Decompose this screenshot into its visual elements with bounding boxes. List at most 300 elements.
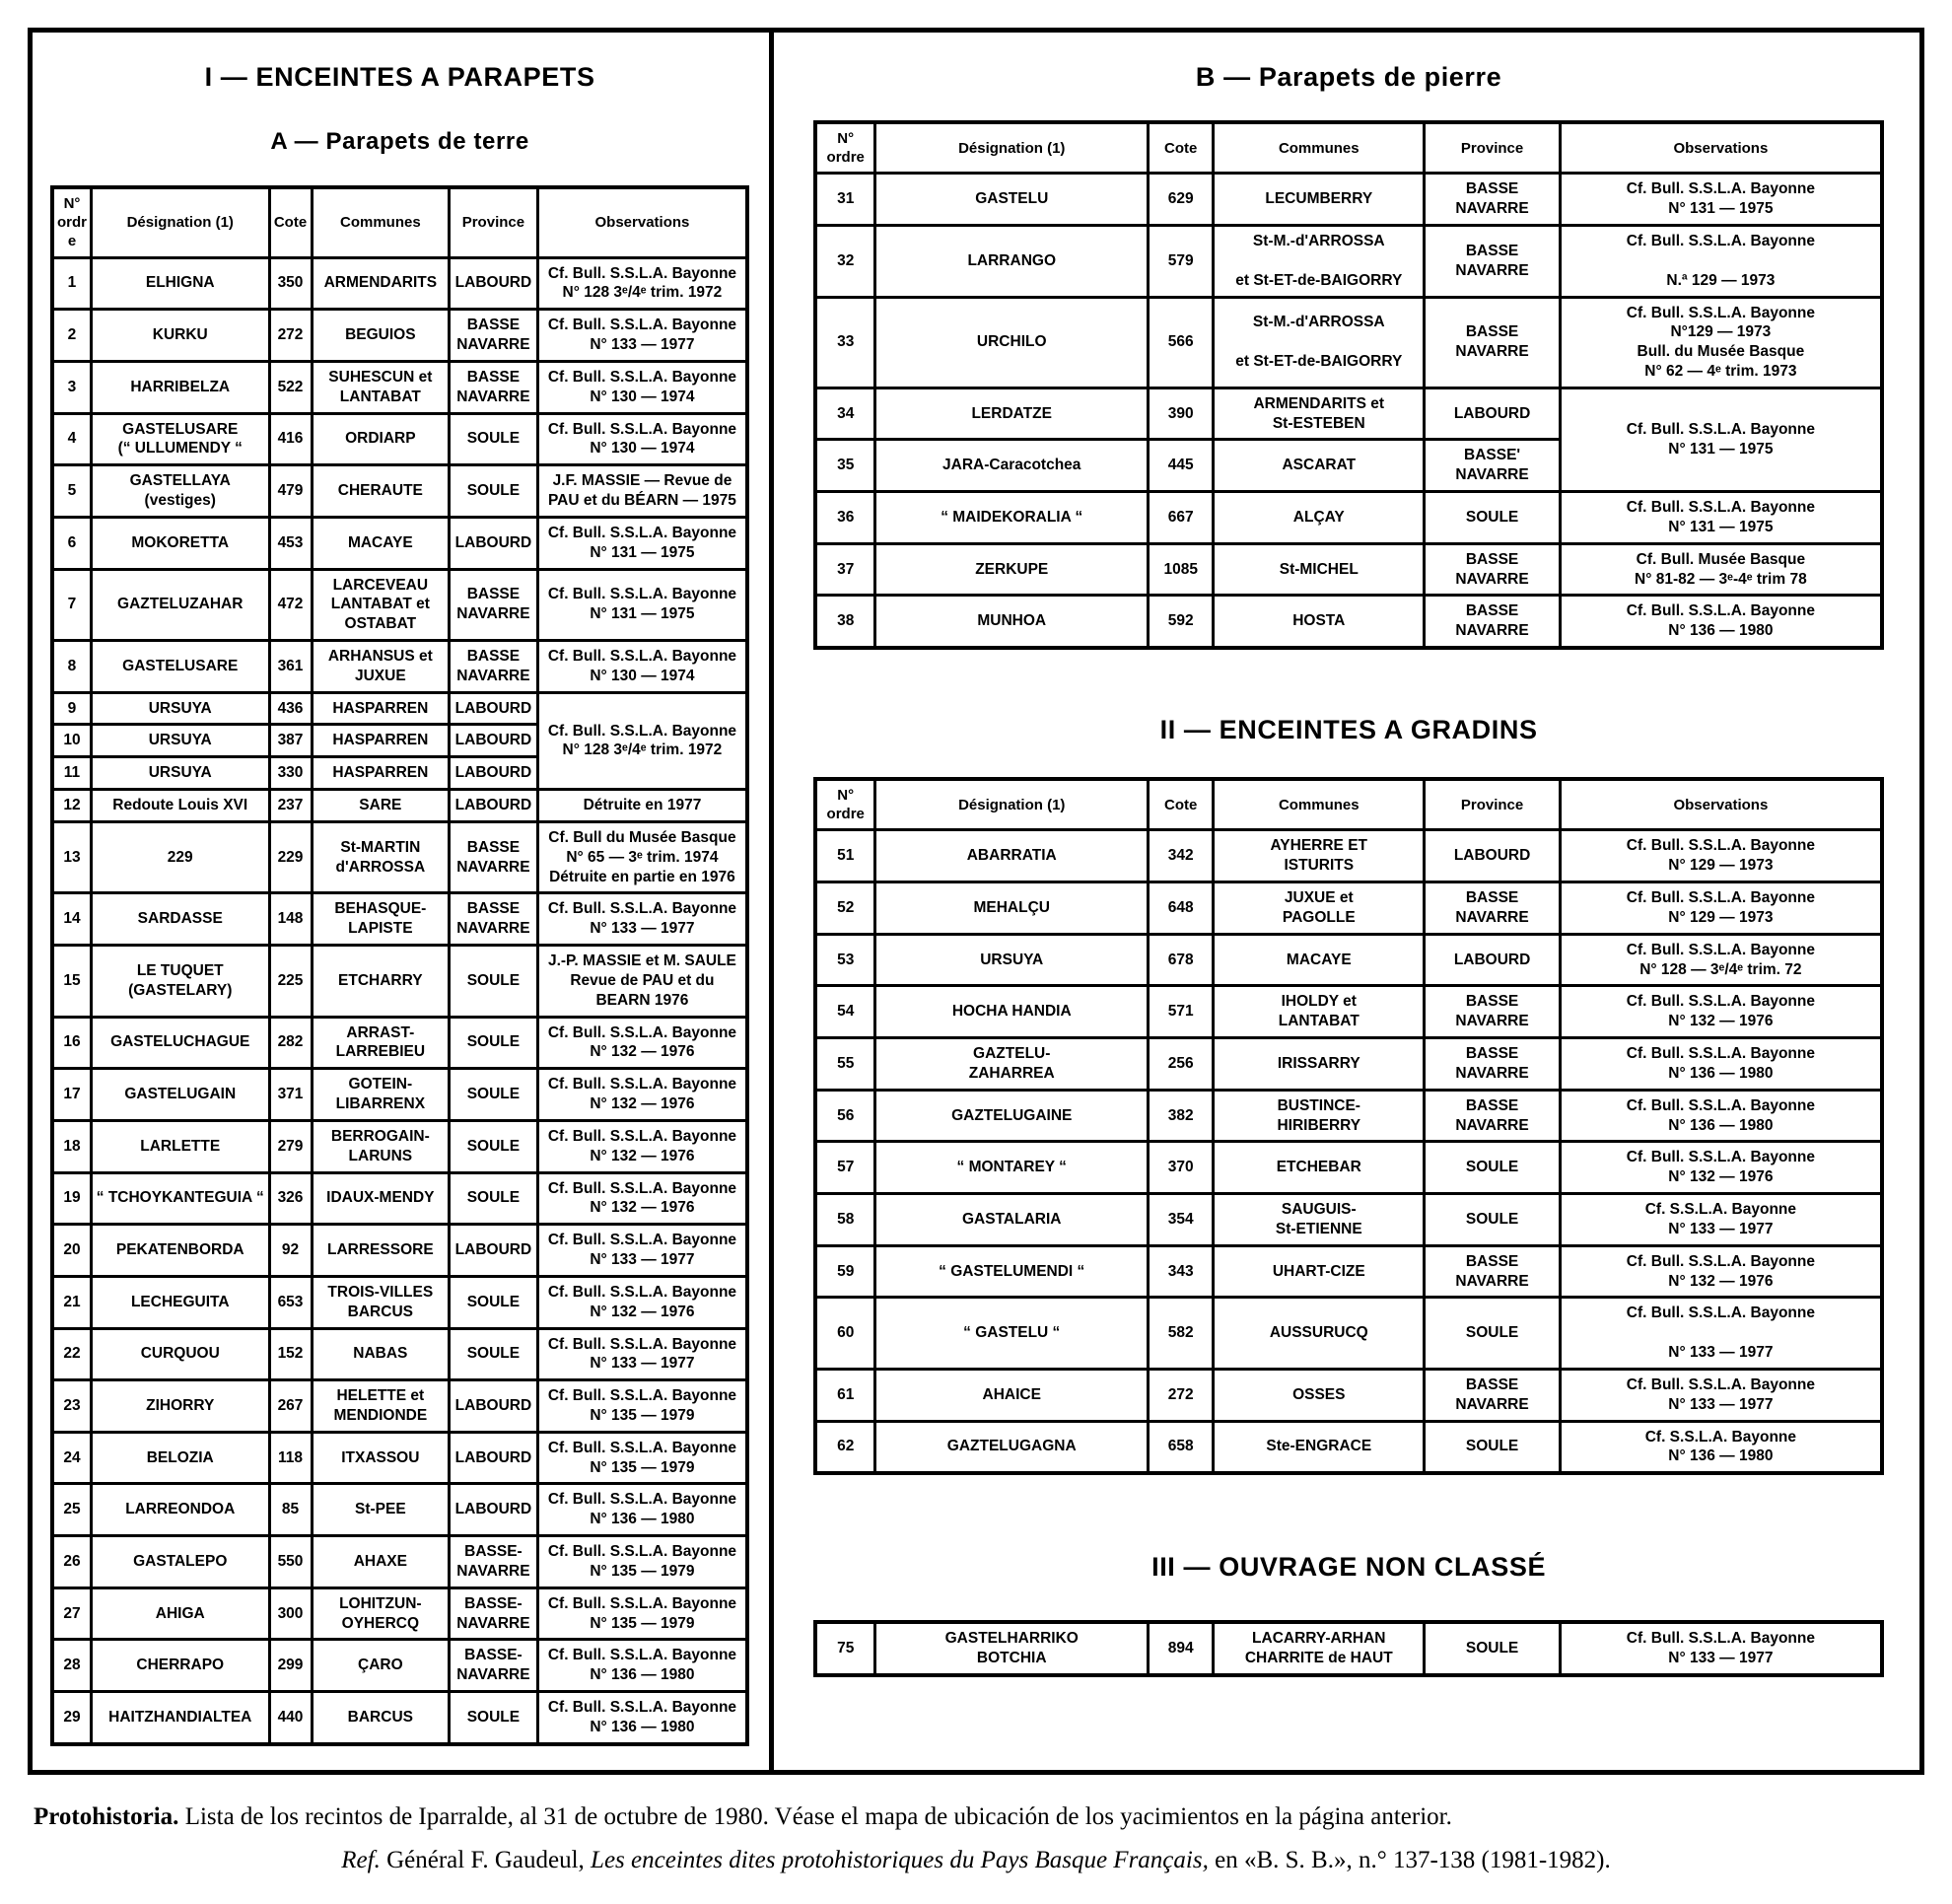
table-cell: Cf. Bull. S.S.L.A. Bayonne N° 133 — 1977	[1560, 1622, 1882, 1675]
table-cell: Cf. Bull. S.S.L.A. Bayonne N.ª 129 — 1973	[1560, 226, 1882, 297]
table-cell: LECHEGUITA	[91, 1276, 269, 1328]
table-cell: 658	[1149, 1421, 1214, 1473]
table-cell: 416	[269, 413, 312, 465]
table-cell: 19	[52, 1172, 91, 1225]
table-cell: Cf. Bull. S.S.L.A. Bayonne N° 136 — 1980	[537, 1692, 747, 1744]
table-cell: Cf. Bull. S.S.L.A. Bayonne N° 128 — 3ᵉ/4ᵉ trim. 72	[1560, 934, 1882, 986]
table-cell: 18	[52, 1120, 91, 1172]
table-row	[52, 640, 747, 692]
table-cell: 472	[269, 569, 312, 640]
table-cell: 1085	[1149, 543, 1214, 596]
table-cell: SOULE	[450, 1017, 538, 1069]
table-row	[52, 821, 747, 892]
table-row	[52, 569, 747, 640]
table-cell: 118	[269, 1432, 312, 1484]
table-cell: 5	[52, 465, 91, 518]
table-cell: 256	[1149, 1038, 1214, 1091]
table-cell: MOKORETTA	[91, 517, 269, 569]
table-cell: BASSE NAVARRE	[450, 893, 538, 946]
table-cell: 225	[269, 946, 312, 1017]
table-cell: HASPARREN	[312, 757, 450, 790]
table-row	[52, 1069, 747, 1121]
table-cell: SOULE	[450, 1276, 538, 1328]
table-cell: BASSE- NAVARRE	[450, 1640, 538, 1692]
table-row	[815, 934, 1882, 986]
header-row	[815, 779, 1882, 830]
table-cell: LECUMBERRY	[1214, 174, 1425, 226]
column-header: Province	[1425, 122, 1560, 174]
table-row	[52, 1120, 747, 1172]
table-cell: SOULE	[1425, 1421, 1560, 1473]
table-row	[52, 692, 747, 725]
table-body	[815, 174, 1882, 648]
table-row	[815, 596, 1882, 648]
table-row	[815, 226, 1882, 297]
column-header: Observations	[1560, 779, 1882, 830]
table-row	[52, 465, 747, 518]
table-cell: Cf. Bull. S.S.L.A. Bayonne N° 131 — 1975	[537, 569, 747, 640]
table-cell: CHERAUTE	[312, 465, 450, 518]
table-cell: URSUYA	[875, 934, 1149, 986]
table-cell: 23	[52, 1380, 91, 1433]
table-row	[815, 174, 1882, 226]
table-cell: SOULE	[450, 465, 538, 518]
table-cell: 440	[269, 1692, 312, 1744]
table-cell: MACAYE	[312, 517, 450, 569]
table-cell: Cf. Bull. S.S.L.A. Bayonne N° 136 — 1980	[1560, 596, 1882, 648]
table-cell: GASTELUSARE (“ ULLUMENDY “	[91, 413, 269, 465]
table-cell: GAZTELUGAGNA	[875, 1421, 1149, 1473]
table-cell: LABOURD	[450, 517, 538, 569]
table-cell: BEHASQUE- LAPISTE	[312, 893, 450, 946]
table-cell: 330	[269, 757, 312, 790]
column-header: Désignation (1)	[875, 122, 1149, 174]
table-cell: 361	[269, 640, 312, 692]
column-header: Cote	[1149, 122, 1214, 174]
table-cell: HOSTA	[1214, 596, 1425, 648]
table-cell: URSUYA	[91, 757, 269, 790]
table-cell: 29	[52, 1692, 91, 1744]
table-cell: OSSES	[1214, 1369, 1425, 1421]
table-cell: Cf. Bull du Musée Basque N° 65 — 3ᵉ trim. 1974 Détruite en partie en 1976	[537, 821, 747, 892]
table-cell: 20	[52, 1225, 91, 1277]
table-cell: 272	[269, 310, 312, 362]
panel-parapets-terre	[33, 33, 774, 1770]
table-parapets-terre	[50, 185, 749, 1746]
table-cell: JUXUE et PAGOLLE	[1214, 882, 1425, 935]
table-cell: GAZTELUGAINE	[875, 1090, 1149, 1142]
table-cell: URSUYA	[91, 692, 269, 725]
table-cell: 629	[1149, 174, 1214, 226]
table-cell: ARMENDARITS et St-ESTEBEN	[1214, 388, 1425, 440]
table-cell: TROIS-VILLES BARCUS	[312, 1276, 450, 1328]
table-cell: St-PEE	[312, 1484, 450, 1536]
table-cell: 34	[815, 388, 875, 440]
table-cell: 571	[1149, 986, 1214, 1038]
table-cell: Cf. Bull. S.S.L.A. Bayonne N° 132 — 1976	[537, 1069, 747, 1121]
table-row	[815, 1369, 1882, 1421]
table-cell: SOULE	[450, 946, 538, 1017]
table-cell: GASTALARIA	[875, 1194, 1149, 1246]
table-cell: Cf. Bull. S.S.L.A. Bayonne N° 130 — 1974	[537, 413, 747, 465]
table-cell: BASSE NAVARRE	[1425, 1038, 1560, 1091]
table-cell: GASTELUCHAGUE	[91, 1017, 269, 1069]
table-cell: CHERRAPO	[91, 1640, 269, 1692]
table-cell: 7	[52, 569, 91, 640]
table-cell: IDAUX-MENDY	[312, 1172, 450, 1225]
table-cell: HASPARREN	[312, 725, 450, 757]
table-cell: 894	[1149, 1622, 1214, 1675]
table-row	[52, 310, 747, 362]
column-header: Communes	[1214, 779, 1425, 830]
table-cell: 54	[815, 986, 875, 1038]
table-cell: Redoute Louis XVI	[91, 790, 269, 822]
table-cell: 279	[269, 1120, 312, 1172]
caption-text: Lista de los recintos de Iparralde, al 31 de octubre de 1980. Véase el mapa de ubicación de los yacimientos en la página anterior.	[184, 1802, 1452, 1830]
table-cell: LABOURD	[1425, 934, 1560, 986]
table-cell: 350	[269, 257, 312, 310]
table-enceintes-gradins	[813, 777, 1884, 1475]
table-cell: 2	[52, 310, 91, 362]
table-cell: 13	[52, 821, 91, 892]
table-frame	[28, 28, 1924, 1775]
column-header: Communes	[1214, 122, 1425, 174]
table-cell: Cf. Bull. S.S.L.A. Bayonne N° 135 — 1979	[537, 1536, 747, 1588]
table-row	[815, 543, 1882, 596]
table-cell: MEHALÇU	[875, 882, 1149, 935]
table-cell: Ste-ENGRACE	[1214, 1421, 1425, 1473]
table-cell: ZIHORRY	[91, 1380, 269, 1433]
column-header: Province	[450, 187, 538, 257]
table-cell: 387	[269, 725, 312, 757]
table-cell: LE TUQUET (GASTELARY)	[91, 946, 269, 1017]
table-cell: 678	[1149, 934, 1214, 986]
table-cell: 436	[269, 692, 312, 725]
table-body	[815, 830, 1882, 1473]
table-cell: SOULE	[450, 1692, 538, 1744]
header-row	[815, 122, 1882, 174]
table-cell: HELETTE et MENDIONDE	[312, 1380, 450, 1433]
table-cell: 38	[815, 596, 875, 648]
table-cell: 25	[52, 1484, 91, 1536]
table-cell: Cf. Bull. S.S.L.A. Bayonne N° 131 — 1975	[1560, 174, 1882, 226]
table-row	[815, 1421, 1882, 1473]
table-cell: GASTALEPO	[91, 1536, 269, 1588]
table-cell: AHAICE	[875, 1369, 1149, 1421]
table-cell: BASSE NAVARRE	[1425, 1369, 1560, 1421]
table-cell: BASSE NAVARRE	[450, 310, 538, 362]
table-cell: LARRANGO	[875, 226, 1149, 297]
table-cell: Cf. Bull. Musée Basque N° 81-82 — 3ᵉ-4ᵉ trim 78	[1560, 543, 1882, 596]
table-cell: 653	[269, 1276, 312, 1328]
table-cell: 31	[815, 174, 875, 226]
table-cell: LACARRY-ARHAN CHARRITE de HAUT	[1214, 1622, 1425, 1675]
table-cell: IRISSARRY	[1214, 1038, 1425, 1091]
table-cell: LERDATZE	[875, 388, 1149, 440]
table-cell: AYHERRE ET ISTURITS	[1214, 830, 1425, 882]
table-cell: 92	[269, 1225, 312, 1277]
table-ouvrage-non-classe	[813, 1620, 1884, 1677]
reference-line	[34, 1844, 1918, 1904]
table-cell: 51	[815, 830, 875, 882]
table-row	[815, 830, 1882, 882]
table-cell: HARRIBELZA	[91, 361, 269, 413]
table-cell: BASSE- NAVARRE	[450, 1587, 538, 1640]
table-cell: 8	[52, 640, 91, 692]
table-cell: BUSTINCE- HIRIBERRY	[1214, 1090, 1425, 1142]
table-cell: ORDIARP	[312, 413, 450, 465]
table-cell: J.-P. MASSIE et M. SAULE Revue de PAU et du BEARN 1976	[537, 946, 747, 1017]
table-row	[815, 1298, 1882, 1369]
table-cell: Cf. Bull. S.S.L.A. Bayonne N° 132 — 1976	[537, 1276, 747, 1328]
table-cell: 85	[269, 1484, 312, 1536]
table-cell: BASSE NAVARRE	[1425, 174, 1560, 226]
table-cell: SARE	[312, 790, 450, 822]
table-cell: 33	[815, 297, 875, 388]
table-cell: ETCHARRY	[312, 946, 450, 1017]
table-cell: 445	[1149, 440, 1214, 492]
section-i-title: I — ENCEINTES A PARAPETS	[204, 62, 595, 92]
table-cell: ITXASSOU	[312, 1432, 450, 1484]
table-cell: 479	[269, 465, 312, 518]
table-cell: LABOURD	[450, 790, 538, 822]
table-cell: 60	[815, 1298, 875, 1369]
table-cell: LARRESSORE	[312, 1225, 450, 1277]
table-row	[815, 492, 1882, 544]
table-cell: 282	[269, 1017, 312, 1069]
column-header: Observations	[537, 187, 747, 257]
table-row	[815, 388, 1882, 440]
table-row	[52, 413, 747, 465]
column-header: Cote	[269, 187, 312, 257]
table-cell: GAZTELU- ZAHARREA	[875, 1038, 1149, 1091]
table-cell: Cf. Bull. S.S.L.A. Bayonne N°129 — 1973 Bull. du Musée Basque N° 62 — 4ᵉ trim. 1973	[1560, 297, 1882, 388]
table-cell: LABOURD	[1425, 830, 1560, 882]
table-cell: AHAXE	[312, 1536, 450, 1588]
table-cell: 648	[1149, 882, 1214, 935]
table-row	[52, 257, 747, 310]
table-cell: Cf. Bull. S.S.L.A. Bayonne N° 133 — 1977	[537, 1225, 747, 1277]
table-cell: “ GASTELU “	[875, 1298, 1149, 1369]
table-cell: BASSE NAVARRE	[450, 640, 538, 692]
table-cell: 667	[1149, 492, 1214, 544]
table-cell: SARDASSE	[91, 893, 269, 946]
table-cell: 21	[52, 1276, 91, 1328]
table-row	[52, 946, 747, 1017]
table-cell: 17	[52, 1069, 91, 1121]
table-cell: SOULE	[450, 1069, 538, 1121]
table-cell: BASSE NAVARRE	[1425, 1245, 1560, 1298]
table-cell: LARLETTE	[91, 1120, 269, 1172]
table-cell: 52	[815, 882, 875, 935]
column-header: Observations	[1560, 122, 1882, 174]
table-row	[52, 1225, 747, 1277]
table-cell: LABOURD	[450, 757, 538, 790]
table-cell: 579	[1149, 226, 1214, 297]
table-cell: Cf. Bull. S.S.L.A. Bayonne N° 131 — 1975	[537, 517, 747, 569]
table-cell: BASSE NAVARRE	[450, 821, 538, 892]
table-cell: BASSE NAVARRE	[1425, 1090, 1560, 1142]
table-cell: SOULE	[1425, 1194, 1560, 1246]
table-body	[52, 257, 747, 1744]
table-cell: Cf. Bull. S.S.L.A. Bayonne N° 133 — 1977	[537, 1328, 747, 1380]
table-row	[52, 1640, 747, 1692]
table-cell: GAZTELUZAHAR	[91, 569, 269, 640]
table-cell: 32	[815, 226, 875, 297]
table-cell: Cf. Bull. S.S.L.A. Bayonne N° 132 — 1976	[1560, 986, 1882, 1038]
table-cell: 300	[269, 1587, 312, 1640]
table-cell: BASSE NAVARRE	[1425, 297, 1560, 388]
table-body	[815, 1622, 1882, 1675]
table-cell: LOHITZUN- OYHERCQ	[312, 1587, 450, 1640]
table-cell: Cf. Bull. S.S.L.A. Bayonne N° 136 — 1980	[537, 1640, 747, 1692]
table-cell: ZERKUPE	[875, 543, 1149, 596]
table-cell: BASSE NAVARRE	[1425, 986, 1560, 1038]
table-cell: LABOURD	[1425, 388, 1560, 440]
table-cell: 15	[52, 946, 91, 1017]
table-row	[815, 1622, 1882, 1675]
table-cell: Cf. Bull. S.S.L.A. Bayonne N° 128 3ᵉ/4ᵉ trim. 1972	[537, 692, 747, 789]
table-cell: 59	[815, 1245, 875, 1298]
column-header: N° ordre	[815, 779, 875, 830]
table-cell: BASSE NAVARRE	[1425, 596, 1560, 648]
table-cell: Cf. Bull. S.S.L.A. Bayonne N° 132 — 1976	[1560, 1142, 1882, 1194]
table-row	[815, 882, 1882, 935]
table-cell: GASTELU	[875, 174, 1149, 226]
table-cell: 4	[52, 413, 91, 465]
table-cell: BASSE NAVARRE	[1425, 226, 1560, 297]
table-header	[52, 187, 747, 257]
table-cell: Cf. Bull. S.S.L.A. Bayonne N° 128 3ᵉ/4ᵉ trim. 1972	[537, 257, 747, 310]
table-cell: ELHIGNA	[91, 257, 269, 310]
table-cell: Cf. Bull. S.S.L.A. Bayonne N° 132 — 1976	[537, 1017, 747, 1069]
table-cell: BASSE' NAVARRE	[1425, 440, 1560, 492]
table-cell: SOULE	[1425, 1142, 1560, 1194]
caption	[34, 1800, 1918, 1904]
table-cell: LABOURD	[450, 1380, 538, 1433]
table-cell: Cf. Bull. S.S.L.A. Bayonne N° 132 — 1976	[1560, 1245, 1882, 1298]
table-cell: 14	[52, 893, 91, 946]
table-row	[815, 1194, 1882, 1246]
table-cell: “ MONTAREY “	[875, 1142, 1149, 1194]
ref-label: Ref.	[341, 1846, 381, 1873]
table-cell: ETCHEBAR	[1214, 1142, 1425, 1194]
table-cell: BASSE NAVARRE	[1425, 882, 1560, 935]
column-header: Cote	[1149, 779, 1214, 830]
table-cell: Cf. Bull. S.S.L.A. Bayonne N° 132 — 1976	[537, 1172, 747, 1225]
table-cell: 390	[1149, 388, 1214, 440]
table-cell: 35	[815, 440, 875, 492]
table-cell: Cf. Bull. S.S.L.A. Bayonne N° 130 — 1974	[537, 640, 747, 692]
table-row	[815, 1090, 1882, 1142]
table-cell: 55	[815, 1038, 875, 1091]
table-cell: Cf. Bull. S.S.L.A. Bayonne N° 136 — 1980	[1560, 1090, 1882, 1142]
table-row	[52, 790, 747, 822]
table-cell: 1	[52, 257, 91, 310]
table-cell: 61	[815, 1369, 875, 1421]
table-cell: Cf. Bull. S.S.L.A. Bayonne N° 129 — 1973	[1560, 830, 1882, 882]
table-cell: Cf. Bull. S.S.L.A. Bayonne N° 131 — 1975	[1560, 388, 1882, 491]
table-cell: Cf. S.S.L.A. Bayonne N° 136 — 1980	[1560, 1421, 1882, 1473]
column-header: Communes	[312, 187, 450, 257]
table-row	[52, 517, 747, 569]
table-cell: ARHANSUS et JUXUE	[312, 640, 450, 692]
table-cell: Cf. S.S.L.A. Bayonne N° 133 — 1977	[1560, 1194, 1882, 1246]
table-cell: 16	[52, 1017, 91, 1069]
table-cell: 370	[1149, 1142, 1214, 1194]
table-cell: “ TCHOYKANTEGUIA “	[91, 1172, 269, 1225]
table-cell: Cf. Bull. S.S.L.A. Bayonne N° 130 — 1974	[537, 361, 747, 413]
table-cell: Détruite en 1977	[537, 790, 747, 822]
table-cell: 371	[269, 1069, 312, 1121]
table-cell: Cf. Bull. S.S.L.A. Bayonne N° 129 — 1973	[1560, 882, 1882, 935]
table-cell: St-MARTIN d'ARROSSA	[312, 821, 450, 892]
table-cell: Cf. Bull. S.S.L.A. Bayonne N° 133 — 1977	[537, 893, 747, 946]
table-cell: NABAS	[312, 1328, 450, 1380]
table-cell: PEKATENBORDA	[91, 1225, 269, 1277]
table-cell: “ MAIDEKORALIA “	[875, 492, 1149, 544]
table-cell: HASPARREN	[312, 692, 450, 725]
table-cell: 28	[52, 1640, 91, 1692]
table-cell: HAITZHANDIALTEA	[91, 1692, 269, 1744]
table-cell: JARA-Caracotchea	[875, 440, 1149, 492]
table-cell: SOULE	[450, 1120, 538, 1172]
table-row	[52, 1380, 747, 1433]
table-cell: 27	[52, 1587, 91, 1640]
table-cell: SAUGUIS- St-ETIENNE	[1214, 1194, 1425, 1246]
table-cell: ALÇAY	[1214, 492, 1425, 544]
table-cell: BASSE NAVARRE	[1425, 543, 1560, 596]
table-cell: ARRAST- LARREBIEU	[312, 1017, 450, 1069]
table-cell: Cf. Bull. S.S.L.A. Bayonne N° 135 — 1979	[537, 1432, 747, 1484]
panel-right	[774, 33, 1919, 1770]
table-cell: 326	[269, 1172, 312, 1225]
table-cell: 453	[269, 517, 312, 569]
section-iii-title: III — OUVRAGE NON CLASSÉ	[1151, 1552, 1547, 1583]
table-cell: Cf. Bull. S.S.L.A. Bayonne N° 133 — 1977	[1560, 1298, 1882, 1369]
table-cell: LABOURD	[450, 1225, 538, 1277]
table-cell: SOULE	[450, 1172, 538, 1225]
table-cell: Cf. Bull. S.S.L.A. Bayonne N° 133 — 1977	[1560, 1369, 1882, 1421]
table-row	[52, 361, 747, 413]
table-cell: ARMENDARITS	[312, 257, 450, 310]
table-cell: 237	[269, 790, 312, 822]
table-cell: 75	[815, 1622, 875, 1675]
table-cell: 229	[91, 821, 269, 892]
column-header: Désignation (1)	[91, 187, 269, 257]
table-cell: LARCEVEAU LANTABAT et OSTABAT	[312, 569, 450, 640]
table-cell: 26	[52, 1536, 91, 1588]
table-cell: SOULE	[1425, 1298, 1560, 1369]
table-cell: BELOZIA	[91, 1432, 269, 1484]
table-cell: 267	[269, 1380, 312, 1433]
table-cell: 152	[269, 1328, 312, 1380]
column-header: Désignation (1)	[875, 779, 1149, 830]
table-cell: “ GASTELUMENDI “	[875, 1245, 1149, 1298]
table-header	[815, 779, 1882, 830]
table-cell: AHIGA	[91, 1587, 269, 1640]
table-cell: 550	[269, 1536, 312, 1588]
table-cell: 522	[269, 361, 312, 413]
table-header	[815, 122, 1882, 174]
table-cell: UHART-CIZE	[1214, 1245, 1425, 1298]
table-cell: SOULE	[1425, 1622, 1560, 1675]
table-cell: GASTELUGAIN	[91, 1069, 269, 1121]
table-cell: MUNHOA	[875, 596, 1149, 648]
table-cell: GASTELHARRIKO BOTCHIA	[875, 1622, 1149, 1675]
table-cell: GASTELUSARE	[91, 640, 269, 692]
table-cell: 148	[269, 893, 312, 946]
